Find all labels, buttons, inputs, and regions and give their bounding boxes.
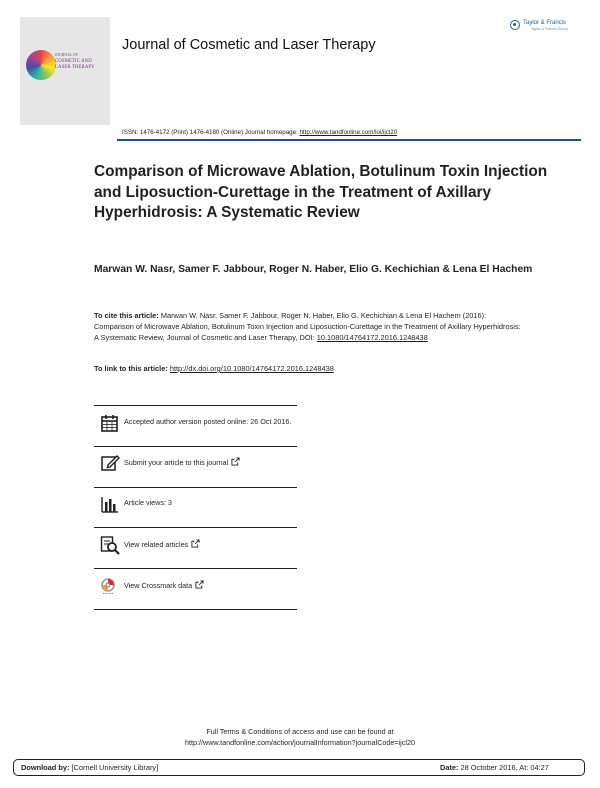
list-divider <box>94 487 297 488</box>
list-divider <box>94 405 297 406</box>
journal-title: Journal of Cosmetic and Laser Therapy <box>122 37 376 53</box>
footer-terms-line-1: Full Terms & Conditions of access and use can be found at <box>206 727 394 736</box>
journal-logo-emblem-icon <box>26 50 56 80</box>
calendar-icon <box>100 413 120 433</box>
article-authors: Marwan W. Nasr, Samer F. Jabbour, Roger N. Haber, Elio G. Kechichian & Lena El Hachem <box>94 264 533 275</box>
issn-line <box>122 129 397 136</box>
publisher-logo-icon <box>510 20 520 30</box>
citation-label: To cite this article: <box>94 311 159 320</box>
action-submit-article[interactable] <box>100 453 300 487</box>
publisher-logo-sub: Taylor & Francis Group <box>531 27 568 31</box>
downloaded-by-value: [Cornell University Library] <box>69 763 159 772</box>
journal-logo-line-3: LASER THERAPY <box>55 65 95 70</box>
submit-article-text: Submit your article to this journal <box>124 458 229 467</box>
download-info-bar <box>13 759 585 776</box>
download-date <box>440 763 549 772</box>
article-views-text: Article views: 3 <box>124 498 172 507</box>
related-articles-link[interactable] <box>124 539 296 550</box>
journal-homepage-link[interactable]: http://www.tandfonline.com/loi/ijcl20 <box>299 129 398 136</box>
footer-terms <box>0 727 600 748</box>
submit-article-link[interactable] <box>124 457 296 468</box>
journal-logo-text <box>55 52 109 72</box>
link-label: To link to this article: <box>94 364 170 373</box>
citation-text: Marwan W. Nasr, Samer F. Jabbour, Roger N. Haber, Elio G. Kechichian & Lena El Hachem (2016): Comparison of Microwave Ablation, Botulinum Toxin Injection and Liposuction-Curettage in the Treatment of Axillary Hyperhidrosis: A Systematic Review, Journal of Cosmetic and Laser Therapy, DOI: <box>94 311 521 342</box>
doi-link[interactable]: 10.1080/14764172.2016.1248438 <box>316 333 428 342</box>
related-articles-icon <box>100 535 120 555</box>
download-date-value: 28 October 2016, At: 04:27 <box>458 763 549 772</box>
external-link-icon <box>195 580 204 589</box>
bar-chart-icon <box>100 494 120 514</box>
footer-terms-url-link[interactable]: http://www.tandfonline.com/action/journalInformation?journalCode=ijcl20 <box>185 737 415 747</box>
action-related-articles[interactable] <box>100 535 300 569</box>
header-divider <box>117 139 581 141</box>
list-divider <box>94 568 297 569</box>
link-line <box>94 364 334 373</box>
accepted-version-text: Accepted author version posted online: 26 Oct 2016. <box>124 417 292 426</box>
crossmark-text: View Crossmark data <box>124 581 193 590</box>
list-divider <box>94 446 297 447</box>
download-date-label: Date: <box>440 763 459 772</box>
issn-text: ISSN: 1476-4172 (Print) 1476-4180 (Online) Journal homepage: <box>122 129 300 136</box>
crossmark-icon <box>100 576 120 596</box>
external-link-icon <box>191 539 200 548</box>
list-divider <box>94 527 297 528</box>
publisher-logo-name: Taylor & Francis <box>523 20 567 26</box>
downloaded-by <box>21 763 158 772</box>
related-articles-text: View related articles <box>124 540 189 549</box>
action-article-views <box>100 494 300 528</box>
external-link-icon <box>231 457 240 466</box>
action-crossmark[interactable] <box>100 576 300 610</box>
crossmark-link[interactable] <box>124 580 296 591</box>
article-doi-url-link[interactable]: http://dx.doi.org/10.1080/14764172.2016.1248438 <box>169 364 334 373</box>
edit-icon <box>100 453 120 473</box>
citation-block <box>94 310 524 343</box>
list-divider <box>94 609 297 610</box>
journal-logo-line-1: JOURNAL OF <box>55 53 78 57</box>
action-accepted-version <box>100 413 300 447</box>
article-title: Comparison of Microwave Ablation, Botulinum Toxin Injection and Liposuction-Curettage in the Treatment of Axillary Hyperhidrosis: A Systematic Review <box>94 163 548 221</box>
journal-logo-line-2: COSMETIC AND <box>55 58 92 64</box>
downloaded-by-label: Download by: <box>21 763 70 772</box>
